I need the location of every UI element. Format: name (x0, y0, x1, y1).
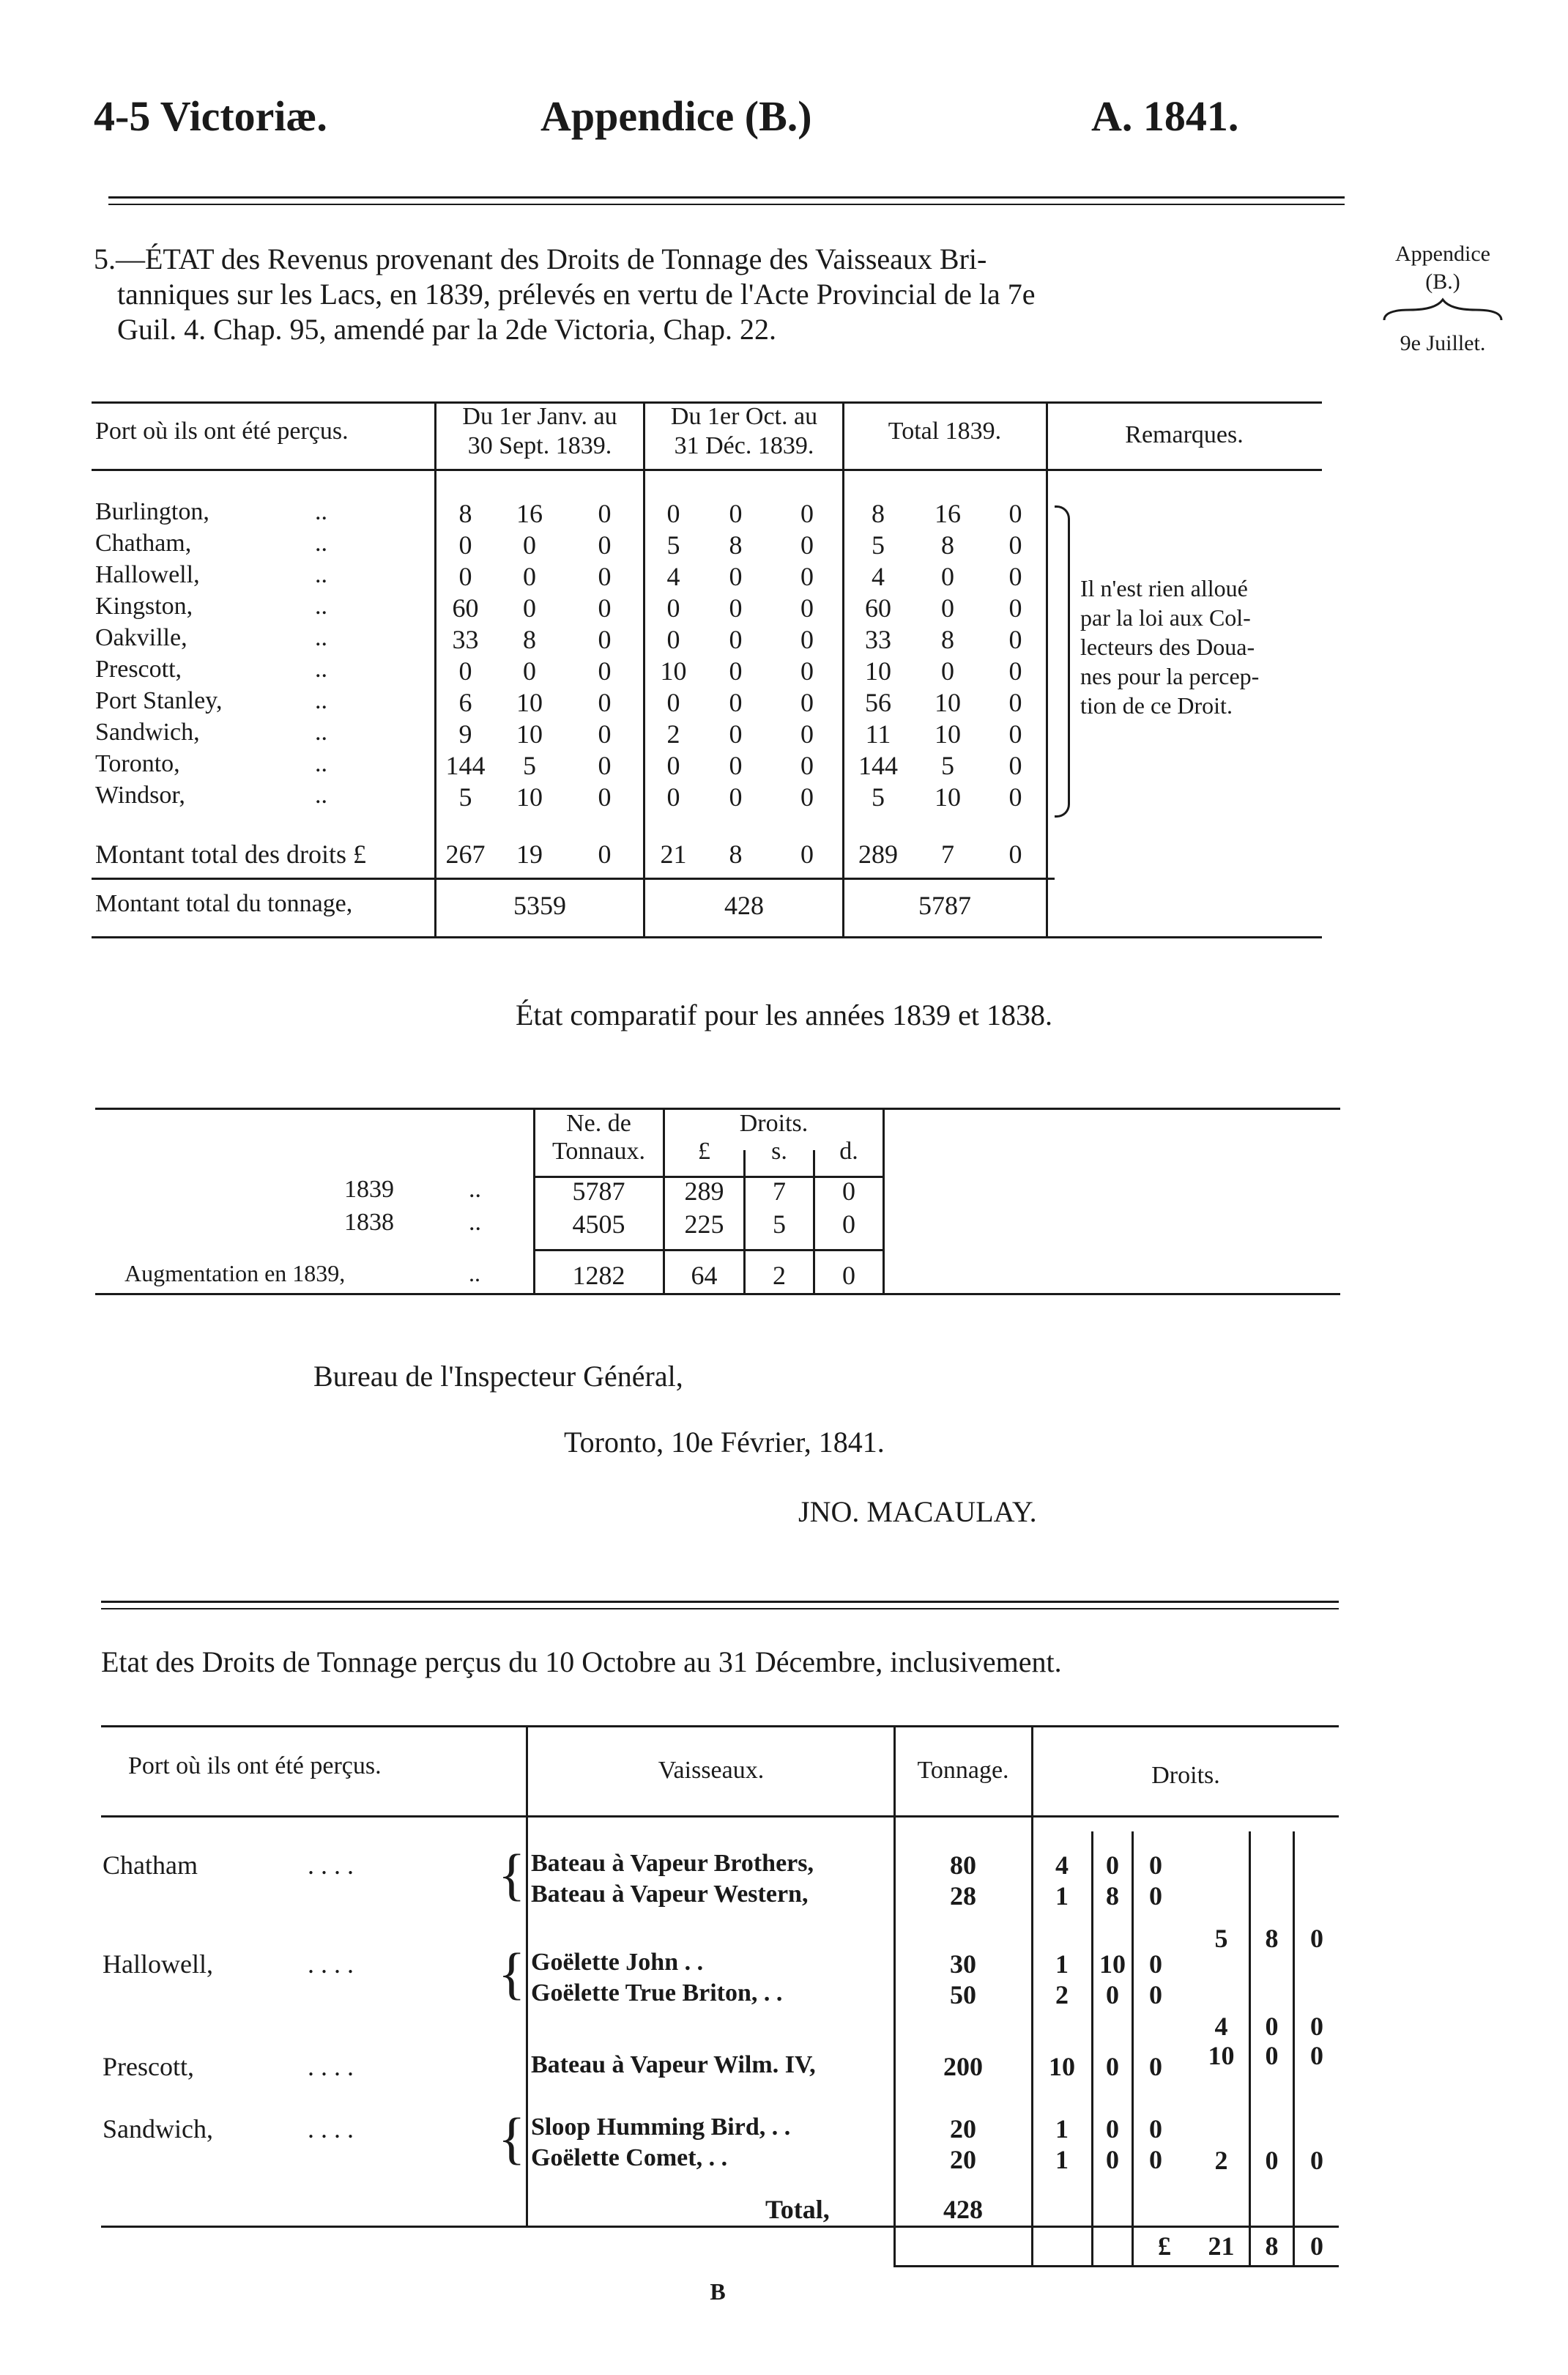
row-t-l: 10 (865, 656, 891, 686)
col-header-period1-line1: Du 1er Janv. au (462, 403, 617, 430)
row-t-l: 56 (865, 688, 891, 717)
total-duties-b-l: 21 (660, 840, 687, 869)
total-duties-b-d: 0 (800, 840, 814, 869)
header-rule (108, 196, 1345, 199)
augmentation-s: 2 (773, 1261, 786, 1290)
comp-row-s: 5 (773, 1209, 786, 1239)
row-b-d: 0 (800, 751, 814, 780)
row-a-l: 5 (458, 782, 472, 812)
row-dots: .. (315, 498, 327, 525)
vessel-l: 10 (1049, 2052, 1075, 2081)
comp-header-tonnage-1: Ne. de (566, 1110, 631, 1137)
row-t-s: 10 (935, 688, 961, 717)
col-header-period2-line1: Du 1er Oct. au (670, 403, 818, 430)
comp-aug-rule (533, 1249, 883, 1251)
row-b-s: 0 (729, 782, 743, 812)
vessel-tonnage: 28 (950, 1881, 976, 1911)
footer-mark: B (710, 2278, 726, 2305)
table1-totals-rule (92, 878, 1055, 880)
table2-total-tonnage: 428 (943, 2195, 983, 2224)
running-head-right: A. 1841. (1091, 92, 1239, 140)
row-a-s: 10 (516, 719, 543, 749)
table2-total-l: 21 (1208, 2231, 1235, 2261)
table2-bottom-rule (893, 2265, 1339, 2267)
group-dots: . . . . (308, 1949, 354, 1979)
group-port: Chatham (103, 1850, 198, 1880)
vessel-name: Bateau à Vapeur Brothers, (531, 1850, 814, 1877)
row-dots: .. (315, 656, 327, 683)
vessel-l: 1 (1055, 2145, 1069, 2174)
vessel-name: Goëlette True Briton, . . (531, 1979, 783, 2007)
remark-line: nes pour la percep- (1080, 663, 1260, 689)
row-b-d: 0 (800, 719, 814, 749)
row-b-d: 0 (800, 499, 814, 528)
vessel-s: 0 (1106, 1850, 1119, 1880)
comp-row-dots: .. (469, 1209, 481, 1236)
vessel-s: 0 (1106, 1980, 1119, 2009)
vessel-s: 0 (1106, 2114, 1119, 2144)
group-port: Prescott, (103, 2052, 194, 2081)
row-port: Hallowell, (95, 561, 200, 588)
table1-bottom-rule (92, 936, 1322, 938)
row-t-s: 0 (941, 656, 954, 686)
row-port: Chatham, (95, 530, 192, 557)
comp-row-label: 1839 (344, 1176, 394, 1203)
row-a-l: 144 (445, 751, 486, 780)
row-t-d: 0 (1008, 530, 1022, 560)
row-a-s: 8 (523, 625, 536, 654)
augmentation-l: 64 (691, 1261, 718, 1290)
vessel-l: 2 (1055, 1980, 1069, 2009)
vessel-tonnage: 30 (950, 1949, 976, 1979)
comp-header-s: s. (771, 1138, 787, 1165)
row-t-l: 144 (858, 751, 898, 780)
total-tonnage-total: 5787 (918, 891, 971, 920)
row-a-d: 0 (598, 593, 612, 623)
row-b-s: 0 (729, 625, 743, 654)
row-t-s: 8 (941, 625, 954, 654)
group-dots: . . . . (308, 1850, 354, 1880)
table2-header-port: Port où ils ont été perçus. (128, 1752, 382, 1779)
col-header-period1-line2: 30 Sept. 1839. (467, 432, 612, 459)
vessel-d: 0 (1149, 1949, 1162, 1979)
running-head-left: 4-5 Victoriæ. (94, 92, 327, 140)
row-t-s: 10 (935, 719, 961, 749)
row-t-s: 0 (941, 593, 954, 623)
subtotal-l: 4 (1214, 2012, 1228, 2041)
row-t-d: 0 (1008, 562, 1022, 591)
subtotal-s: 8 (1265, 1924, 1279, 1953)
row-t-d: 0 (1008, 719, 1022, 749)
table2-sep-1 (526, 1725, 528, 2226)
table2-total-d: 0 (1310, 2231, 1323, 2261)
row-t-d: 0 (1008, 625, 1022, 654)
vessel-d: 0 (1149, 2145, 1162, 2174)
row-b-s: 0 (729, 688, 743, 717)
row-t-d: 0 (1008, 688, 1022, 717)
table1-col-sep-1 (434, 401, 436, 936)
row-dots: .. (315, 719, 327, 746)
group-dots: . . . . (308, 2114, 354, 2144)
vessel-name: Bateau à Vapeur Wilm. IV, (531, 2051, 816, 2078)
row-t-s: 16 (935, 499, 961, 528)
row-a-d: 0 (598, 499, 612, 528)
row-t-d: 0 (1008, 751, 1022, 780)
table2-title-rule-1 (101, 1601, 1339, 1603)
row-a-d: 0 (598, 688, 612, 717)
intro-line2: tanniques sur les Lacs, en 1839, prélevés en vertu de l'Acte Provincial de la 7e (117, 278, 1036, 311)
table2-header-droits: Droits. (1151, 1762, 1220, 1789)
subtotal-d: 0 (1310, 2146, 1323, 2175)
col-header-port: Port où ils ont été perçus. (95, 418, 349, 445)
row-port: Burlington, (95, 498, 209, 525)
table2-total-currency: £ (1158, 2231, 1171, 2261)
row-port: Kingston, (95, 593, 193, 620)
row-b-s: 0 (729, 751, 743, 780)
table1-header-rule (92, 469, 1322, 471)
row-t-d: 0 (1008, 499, 1022, 528)
col-header-remarks: Remarques. (1125, 421, 1244, 448)
row-b-s: 0 (729, 562, 743, 591)
comp-row-l: 289 (684, 1177, 724, 1206)
row-a-s: 0 (523, 562, 536, 591)
total-tonnage-label: Montant total du tonnage, (95, 890, 353, 917)
vessel-name: Goëlette John . . (531, 1949, 704, 1976)
row-a-d: 0 (598, 625, 612, 654)
vessel-tonnage: 200 (943, 2052, 983, 2081)
row-t-l: 5 (872, 530, 885, 560)
row-a-l: 60 (452, 593, 479, 623)
intro-line1: 5.—ÉTAT des Revenus provenant des Droits de Tonnage des Vaisseaux Bri- (94, 242, 987, 275)
row-t-l: 33 (865, 625, 891, 654)
row-b-s: 0 (729, 593, 743, 623)
row-a-l: 33 (452, 625, 479, 654)
vessel-s: 10 (1099, 1949, 1126, 1979)
remarks-brace-icon (1055, 505, 1070, 818)
row-dots: .. (315, 687, 327, 714)
margin-note-line3: 9e Juillet. (1400, 331, 1486, 355)
row-b-s: 0 (729, 499, 743, 528)
row-dots: .. (315, 624, 327, 651)
subtotal-s: 0 (1265, 2012, 1279, 2041)
row-t-l: 4 (872, 562, 885, 591)
row-b-l: 4 (666, 562, 680, 591)
row-a-d: 0 (598, 530, 612, 560)
row-b-d: 0 (800, 782, 814, 812)
row-a-s: 10 (516, 688, 543, 717)
row-t-s: 0 (941, 562, 954, 591)
row-dots: .. (315, 593, 327, 620)
row-t-d: 0 (1008, 782, 1022, 812)
row-b-l: 0 (666, 593, 680, 623)
table2-total-label: Total, (765, 2195, 830, 2224)
row-b-l: 0 (666, 782, 680, 812)
row-b-l: 0 (666, 499, 680, 528)
row-b-d: 0 (800, 656, 814, 686)
row-a-s: 0 (523, 530, 536, 560)
row-b-d: 0 (800, 530, 814, 560)
row-b-l: 0 (666, 625, 680, 654)
vessel-name: Bateau à Vapeur Western, (531, 1881, 809, 1908)
subtotal-s: 0 (1265, 2146, 1279, 2175)
row-t-d: 0 (1008, 656, 1022, 686)
table1-col-sep-3 (842, 401, 844, 936)
vessel-d: 0 (1149, 2052, 1162, 2081)
comp-header-l: £ (698, 1138, 710, 1165)
row-a-s: 0 (523, 593, 536, 623)
row-a-d: 0 (598, 719, 612, 749)
table2-header-vessels: Vaisseaux. (658, 1757, 765, 1784)
row-a-l: 0 (458, 656, 472, 686)
subtotal-d: 0 (1310, 2012, 1323, 2041)
vessel-s: 0 (1106, 2052, 1119, 2081)
row-b-s: 0 (729, 719, 743, 749)
row-a-s: 16 (516, 499, 543, 528)
group-dots: . . . . (308, 2052, 354, 2081)
row-a-l: 6 (458, 688, 472, 717)
subtotal-d: 0 (1310, 2041, 1323, 2070)
remark-line: tion de ce Droit. (1080, 692, 1233, 719)
table2-title-rule-2 (101, 1608, 1339, 1609)
row-a-l: 0 (458, 530, 472, 560)
row-b-s: 0 (729, 656, 743, 686)
margin-brace-icon (1377, 297, 1509, 326)
row-a-d: 0 (598, 751, 612, 780)
signature-name: JNO. MACAULAY. (798, 1495, 1037, 1528)
comp-row-dots: .. (469, 1176, 481, 1203)
vessel-l: 1 (1055, 2114, 1069, 2144)
row-port: Oakville, (95, 624, 187, 651)
vessel-l: 1 (1055, 1949, 1069, 1979)
row-t-l: 5 (872, 782, 885, 812)
margin-note-line2: (B.) (1425, 270, 1460, 294)
subtotal-l: 5 (1214, 1924, 1228, 1953)
row-dots: .. (315, 561, 327, 588)
comp-sep-3 (883, 1108, 885, 1293)
table2-total-rule (101, 2226, 1339, 2228)
vessel-tonnage: 80 (950, 1850, 976, 1880)
row-b-l: 2 (666, 719, 680, 749)
row-b-d: 0 (800, 625, 814, 654)
total-duties-a-l: 267 (445, 840, 486, 869)
row-t-l: 11 (865, 719, 891, 749)
comparative-title: État comparatif pour les années 1839 et 1838. (515, 998, 1053, 1031)
comp-row-d: 0 (842, 1177, 855, 1206)
row-a-s: 0 (523, 656, 536, 686)
row-a-d: 0 (598, 562, 612, 591)
comp-row-d: 0 (842, 1209, 855, 1239)
augmentation-tonnage: 1282 (572, 1261, 625, 1290)
vessel-d: 0 (1149, 1850, 1162, 1880)
row-port: Sandwich, (95, 719, 200, 746)
comp-row-tonnage: 5787 (572, 1177, 625, 1206)
row-b-s: 8 (729, 530, 743, 560)
total-duties-t-d: 0 (1008, 840, 1022, 869)
total-duties-t-l: 289 (858, 840, 898, 869)
vessel-d: 0 (1149, 1881, 1162, 1911)
subtotal-l: 2 (1214, 2146, 1228, 2175)
total-duties-b-s: 8 (729, 840, 743, 869)
comp-row-s: 7 (773, 1177, 786, 1206)
row-b-l: 5 (666, 530, 680, 560)
row-port: Prescott, (95, 656, 182, 683)
table2-header-tonnage: Tonnage. (917, 1757, 1009, 1784)
comp-header-d: d. (839, 1138, 858, 1165)
remark-line: Il n'est rien alloué (1080, 575, 1248, 601)
row-a-l: 8 (458, 499, 472, 528)
vessel-d: 0 (1149, 1980, 1162, 2009)
row-t-s: 5 (941, 751, 954, 780)
row-port: Port Stanley, (95, 687, 223, 714)
signature-place-date: Toronto, 10e Février, 1841. (564, 1426, 885, 1459)
group-port: Hallowell, (103, 1949, 213, 1979)
total-duties-label: Montant total des droits £ (95, 840, 366, 869)
row-b-l: 0 (666, 688, 680, 717)
row-a-d: 0 (598, 656, 612, 686)
row-b-d: 0 (800, 562, 814, 591)
row-b-l: 0 (666, 751, 680, 780)
row-dots: .. (315, 530, 327, 557)
vessel-name: Goëlette Comet, . . (531, 2144, 728, 2171)
remark-line: lecteurs des Doua- (1080, 634, 1255, 660)
table2-top-rule (101, 1725, 1339, 1727)
row-t-s: 8 (941, 530, 954, 560)
vessel-s: 8 (1106, 1881, 1119, 1911)
table2-total-s: 8 (1265, 2231, 1279, 2261)
margin-note-line1: Appendice (1395, 242, 1490, 266)
comp-header-droits: Droits. (739, 1110, 809, 1137)
row-b-l: 10 (660, 656, 687, 686)
total-duties-t-s: 7 (941, 840, 954, 869)
vessel-l: 1 (1055, 1881, 1069, 1911)
subtotal-d: 0 (1310, 1924, 1323, 1953)
row-a-s: 5 (523, 751, 536, 780)
row-t-d: 0 (1008, 593, 1022, 623)
row-t-l: 60 (865, 593, 891, 623)
row-a-l: 9 (458, 719, 472, 749)
vessel-d: 0 (1149, 2114, 1162, 2144)
vessel-l: 4 (1055, 1850, 1069, 1880)
row-dots: .. (315, 782, 327, 809)
group-brace-icon: { (498, 1842, 526, 1906)
subtotal-s: 0 (1265, 2041, 1279, 2070)
vessel-name: Sloop Humming Bird, . . (531, 2113, 791, 2141)
vessel-tonnage: 20 (950, 2145, 976, 2174)
augmentation-d: 0 (842, 1261, 855, 1290)
remark-line: par la loi aux Col- (1080, 604, 1251, 631)
comp-row-l: 225 (684, 1209, 724, 1239)
comp-header-tonnage-2: Tonnaux. (552, 1138, 645, 1165)
vessel-s: 0 (1106, 2145, 1119, 2174)
col-header-period2-line2: 31 Déc. 1839. (674, 432, 814, 459)
row-t-l: 8 (872, 499, 885, 528)
signature-bureau: Bureau de l'Inspecteur Général, (313, 1360, 683, 1393)
intro-line3: Guil. 4. Chap. 95, amendé par la 2de Victoria, Chap. 22. (117, 313, 776, 346)
row-b-d: 0 (800, 688, 814, 717)
row-port: Toronto, (95, 750, 180, 777)
comp-bottom-rule (95, 1293, 1340, 1295)
row-port: Windsor, (95, 782, 185, 809)
col-header-total: Total 1839. (888, 418, 1002, 445)
row-a-s: 10 (516, 782, 543, 812)
total-tonnage-period2: 428 (724, 891, 764, 920)
vessel-tonnage: 50 (950, 1980, 976, 2009)
group-brace-icon: { (498, 1941, 526, 2005)
table2-header-rule (101, 1815, 1339, 1818)
total-tonnage-period1: 5359 (513, 891, 566, 920)
running-head-center: Appendice (B.) (540, 92, 812, 140)
augmentation-label: Augmentation en 1839, (125, 1260, 346, 1286)
vessel-tonnage: 20 (950, 2114, 976, 2144)
table2-title: Etat des Droits de Tonnage perçus du 10 Octobre au 31 Décembre, inclusivement. (101, 1645, 1062, 1678)
comp-row-label: 1838 (344, 1209, 394, 1236)
augmentation-dots: .. (469, 1260, 480, 1286)
row-a-d: 0 (598, 782, 612, 812)
row-dots: .. (315, 750, 327, 777)
comp-row-tonnage: 4505 (572, 1209, 625, 1239)
row-b-d: 0 (800, 593, 814, 623)
subtotal-l: 10 (1208, 2041, 1235, 2070)
row-t-s: 10 (935, 782, 961, 812)
table1-col-sep-4 (1046, 401, 1048, 936)
group-port: Sandwich, (103, 2114, 213, 2144)
total-duties-a-s: 19 (516, 840, 543, 869)
header-rule-2 (108, 204, 1345, 205)
total-duties-a-d: 0 (598, 840, 612, 869)
table1-col-sep-2 (643, 401, 645, 936)
group-brace-icon: { (498, 2106, 526, 2170)
row-a-l: 0 (458, 562, 472, 591)
